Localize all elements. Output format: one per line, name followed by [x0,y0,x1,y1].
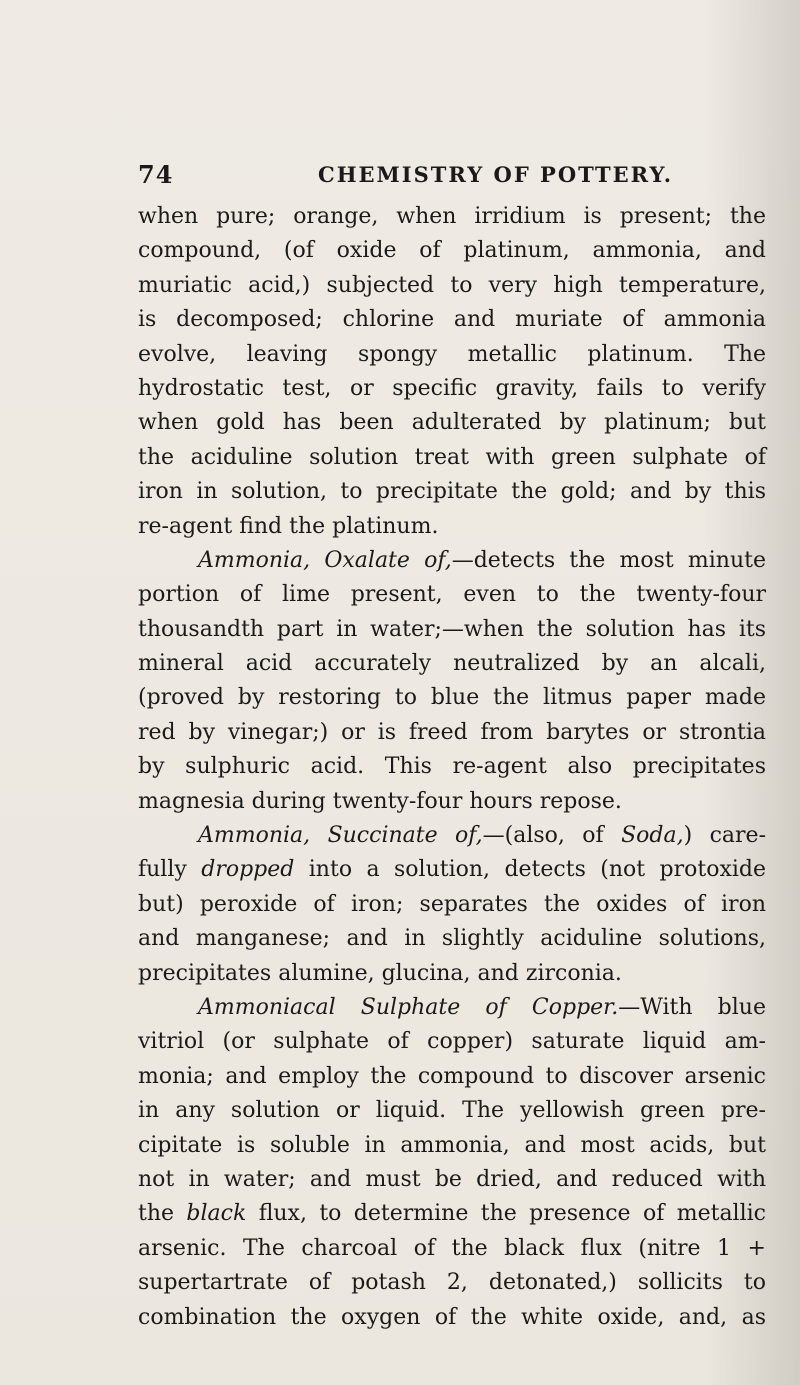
text-line: when gold has been adulterated by platinum; but [138,410,766,436]
page-number: 74 [138,160,174,189]
text-line: thousandth part in water;—when the solution has its [138,616,766,642]
entry-heading-line: Ammonia, Oxalate of,—detects the most minute [198,547,767,573]
text-line: iron in solution, to precipitate the gold; and by this [138,479,766,505]
text-line: evolve, leaving spongy metallic platinum. The [138,341,766,367]
entry-term: Ammonia, Succinate of, [198,823,483,849]
entry-term: Ammoniacal Sulphate of Copper. [198,994,619,1020]
text-line: vitriol (or sulphate of copper) saturate liquid am- [138,1029,766,1055]
entry-heading-line: Ammoniacal Sulphate of Copper.—With blue [198,994,766,1020]
text-line: is decomposed; chlorine and muriate of ammonia [138,307,766,333]
text-line: arsenic. The charcoal of the black flux (nitre 1 + [138,1235,766,1261]
text-line: red by vinegar;) or is freed from barytes or strontia [138,719,766,745]
text-line: the aciduline solution treat with green sulphate of [138,444,766,470]
text-line: not in water; and must be dried, and reduced with [138,1166,766,1192]
text-line: compound, (of oxide of platinum, ammonia, and [138,238,766,264]
text-line: mineral acid accurately neutralized by an alcali, [138,651,766,677]
text-line: (proved by restoring to blue the litmus paper made [138,685,766,711]
text-line: magnesia during twenty-four hours repose. [138,788,622,814]
text-line: but) peroxide of iron; separates the oxides of iron [138,891,766,917]
text-line: and manganese; and in slightly aciduline solutions, [138,926,766,952]
entry-heading-line: Ammonia, Succinate of,—(also, of Soda,) care- [198,823,766,849]
text-line: re-agent find the platinum. [138,513,439,539]
text-line: cipitate is soluble in ammonia, and most acids, but [138,1132,766,1158]
text-line: fully dropped into a solution, detects (not protoxide [138,857,766,883]
text-line: monia; and employ the compound to discover arsenic [138,1063,766,1089]
text-line: combination the oxygen of the white oxide, and, as [138,1304,766,1330]
body-text [138,200,766,1335]
page-header [138,160,778,190]
text-line: in any solution or liquid. The yellowish green pre- [138,1098,766,1124]
running-head: CHEMISTRY OF POTTERY. [318,162,674,187]
text-line: muriatic acid,) subjected to very high temperature, [138,272,766,298]
entry-term: Ammonia, Oxalate of, [198,547,452,573]
text-line: the black flux, to determine the presence of metallic [138,1201,766,1227]
text-line: by sulphuric acid. This re-agent also precipitates [138,754,766,780]
text-line: when pure; orange, when irridium is present; the [138,204,766,229]
text-line: hydrostatic test, or specific gravity, fails to verify [138,375,766,401]
text-line: supertartrate of potash 2, detonated,) sollicits to [138,1270,766,1296]
text-line: portion of lime present, even to the twenty-four [138,582,766,608]
text-line: precipitates alumine, glucina, and zirconia. [138,960,622,986]
